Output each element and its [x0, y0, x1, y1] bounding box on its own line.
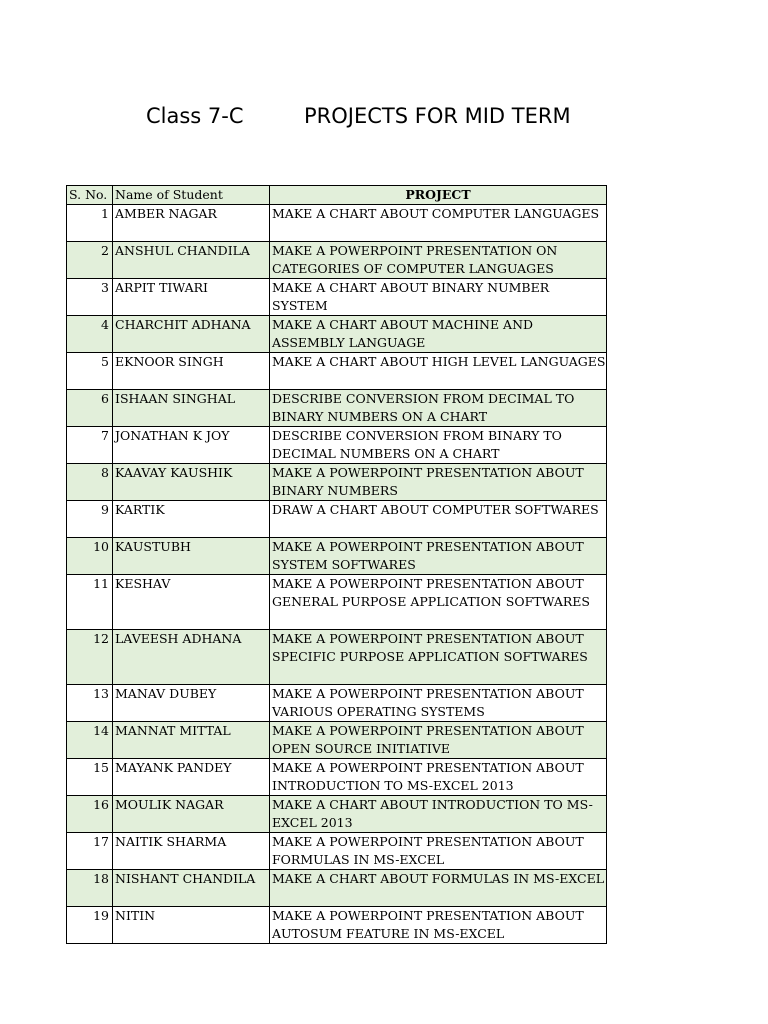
- project-description: MAKE A POWERPOINT PRESENTATION ABOUT SYSTEM SOFTWARES: [270, 538, 607, 575]
- serial-number: 15: [67, 759, 113, 796]
- project-description: MAKE A POWERPOINT PRESENTATION ABOUT INTRODUCTION TO MS-EXCEL 2013: [270, 759, 607, 796]
- table-row: [67, 390, 607, 427]
- serial-number: 17: [67, 833, 113, 870]
- student-name: MANAV DUBEY: [113, 685, 270, 722]
- student-name: EKNOOR SINGH: [113, 353, 270, 390]
- project-description: DRAW A CHART ABOUT COMPUTER SOFTWARES: [270, 501, 607, 538]
- table-header-row: [67, 186, 607, 205]
- serial-number: 1: [67, 205, 113, 242]
- student-name: JONATHAN K JOY: [113, 427, 270, 464]
- project-description: MAKE A CHART ABOUT FORMULAS IN MS-EXCEL: [270, 870, 607, 907]
- serial-number: 5: [67, 353, 113, 390]
- serial-number: 8: [67, 464, 113, 501]
- project-description: MAKE A POWERPOINT PRESENTATION ABOUT SPECIFIC PURPOSE APPLICATION SOFTWARES: [270, 630, 607, 685]
- serial-number: 7: [67, 427, 113, 464]
- table-row: [67, 353, 607, 390]
- serial-number: 3: [67, 279, 113, 316]
- student-name: MANNAT MITTAL: [113, 722, 270, 759]
- table-row: [67, 316, 607, 353]
- serial-number: 9: [67, 501, 113, 538]
- project-description: MAKE A CHART ABOUT INTRODUCTION TO MS-EXCEL 2013: [270, 796, 607, 833]
- student-name: KESHAV: [113, 575, 270, 630]
- student-name: MOULIK NAGAR: [113, 796, 270, 833]
- student-name: KARTIK: [113, 501, 270, 538]
- column-header-project: PROJECT: [270, 186, 607, 205]
- table-row: [67, 538, 607, 575]
- student-name: NAITIK SHARMA: [113, 833, 270, 870]
- project-description: MAKE A POWERPOINT PRESENTATION ON CATEGORIES OF COMPUTER LANGUAGES: [270, 242, 607, 279]
- student-name: LAVEESH ADHANA: [113, 630, 270, 685]
- table-row: [67, 685, 607, 722]
- student-name: NISHANT CHANDILA: [113, 870, 270, 907]
- serial-number: 2: [67, 242, 113, 279]
- serial-number: 14: [67, 722, 113, 759]
- table-row: [67, 907, 607, 944]
- project-description: MAKE A CHART ABOUT HIGH LEVEL LANGUAGES: [270, 353, 607, 390]
- serial-number: 6: [67, 390, 113, 427]
- class-label: Class 7-C: [146, 104, 244, 128]
- student-name: ARPIT TIWARI: [113, 279, 270, 316]
- project-description: MAKE A POWERPOINT PRESENTATION ABOUT OPEN SOURCE INITIATIVE: [270, 722, 607, 759]
- table-row: [67, 427, 607, 464]
- project-description: MAKE A CHART ABOUT BINARY NUMBER SYSTEM: [270, 279, 607, 316]
- serial-number: 13: [67, 685, 113, 722]
- table-row: [67, 205, 607, 242]
- table-row: [67, 279, 607, 316]
- table-row: [67, 630, 607, 685]
- project-description: MAKE A POWERPOINT PRESENTATION ABOUT VARIOUS OPERATING SYSTEMS: [270, 685, 607, 722]
- page-title: PROJECTS FOR MID TERM: [304, 104, 571, 128]
- table-row: [67, 575, 607, 630]
- student-name: NITIN: [113, 907, 270, 944]
- table-row: [67, 464, 607, 501]
- projects-table: [66, 185, 607, 944]
- table-row: [67, 833, 607, 870]
- project-description: MAKE A POWERPOINT PRESENTATION ABOUT FORMULAS IN MS-EXCEL: [270, 833, 607, 870]
- column-header-sno: S. No.: [67, 186, 113, 205]
- project-description: DESCRIBE CONVERSION FROM DECIMAL TO BINARY NUMBERS ON A CHART: [270, 390, 607, 427]
- project-description: MAKE A POWERPOINT PRESENTATION ABOUT BINARY NUMBERS: [270, 464, 607, 501]
- table-row: [67, 759, 607, 796]
- serial-number: 4: [67, 316, 113, 353]
- student-name: CHARCHIT ADHANA: [113, 316, 270, 353]
- student-name: KAAVAY KAUSHIK: [113, 464, 270, 501]
- student-name: MAYANK PANDEY: [113, 759, 270, 796]
- serial-number: 12: [67, 630, 113, 685]
- table-row: [67, 796, 607, 833]
- table-row: [67, 870, 607, 907]
- project-description: MAKE A POWERPOINT PRESENTATION ABOUT GENERAL PURPOSE APPLICATION SOFTWARES: [270, 575, 607, 630]
- student-name: KAUSTUBH: [113, 538, 270, 575]
- student-name: AMBER NAGAR: [113, 205, 270, 242]
- serial-number: 10: [67, 538, 113, 575]
- serial-number: 18: [67, 870, 113, 907]
- project-description: MAKE A CHART ABOUT MACHINE AND ASSEMBLY LANGUAGE: [270, 316, 607, 353]
- table-row: [67, 242, 607, 279]
- table-row: [67, 501, 607, 538]
- serial-number: 16: [67, 796, 113, 833]
- serial-number: 19: [67, 907, 113, 944]
- student-name: ANSHUL CHANDILA: [113, 242, 270, 279]
- project-description: MAKE A CHART ABOUT COMPUTER LANGUAGES: [270, 205, 607, 242]
- table-row: [67, 722, 607, 759]
- project-description: MAKE A POWERPOINT PRESENTATION ABOUT AUTOSUM FEATURE IN MS-EXCEL: [270, 907, 607, 944]
- serial-number: 11: [67, 575, 113, 630]
- project-description: DESCRIBE CONVERSION FROM BINARY TO DECIMAL NUMBERS ON A CHART: [270, 427, 607, 464]
- column-header-name: Name of Student: [113, 186, 270, 205]
- student-name: ISHAAN SINGHAL: [113, 390, 270, 427]
